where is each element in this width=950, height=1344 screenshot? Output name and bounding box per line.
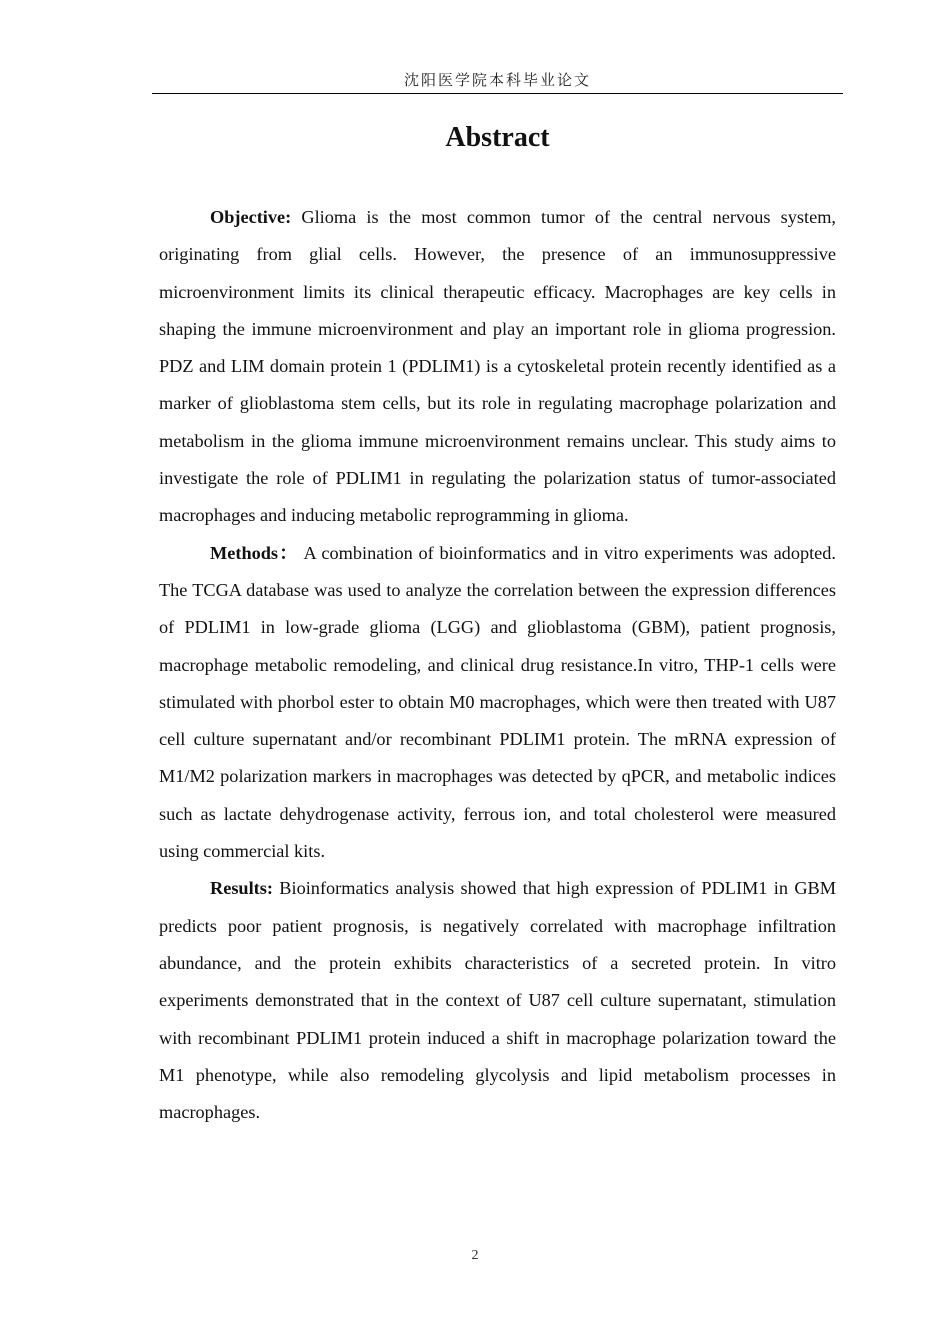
results-paragraph	[159, 870, 836, 1131]
objective-heading: Objective:	[210, 207, 292, 227]
abstract-body	[159, 199, 836, 1131]
methods-paragraph	[159, 535, 836, 871]
objective-text: Glioma is the most common tumor of the central nervous system, originating from glial cells. However, the presence of an immunosuppressive microenvironment limits its clinical therapeutic efficacy. Macrophages are key cells in shaping the immune microenvironment and play an important role in glioma progression. PDZ and LIM domain protein 1 (PDLIM1) is a cytoskeletal protein recently identified as a marker of glioblastoma stem cells, but its role in regulating macrophage polarization and metabolism in the glioma immune microenvironment remains unclear. This study aims to investigate the role of PDLIM1 in regulating the polarization status of tumor-associated macrophages and inducing metabolic reprogramming in glioma.	[159, 207, 836, 526]
methods-text: A combination of bioinformatics and in vitro experiments was adopted. The TCGA database was used to analyze the correlation between the expression differences of PDLIM1 in low-grade glioma (LGG) and glioblastoma (GBM), patient prognosis, macrophage metabolic remodeling, and clinical drug resistance.In vitro, THP-1 cells were stimulated with phorbol ester to obtain M0 macrophages, which were then treated with U87 cell culture supernatant and/or recombinant PDLIM1 protein. The mRNA expression of M1/M2 polarization markers in macrophages was detected by qPCR, and metabolic indices such as lactate dehydrogenase activity, ferrous ion, and total cholesterol were measured using commercial kits.	[159, 542, 837, 862]
page-number: 2	[471, 1248, 479, 1263]
methods-heading: Methods：	[210, 542, 299, 563]
objective-paragraph	[159, 199, 836, 535]
results-text: Bioinformatics analysis showed that high expression of PDLIM1 in GBM predicts poor patient prognosis, is negatively correlated with macrophage infiltration abundance, and the protein exhibits characteristics of a secreted protein. In vitro experiments demonstrated that in the context of U87 cell culture supernatant, stimulation with recombinant PDLIM1 protein induced a shift in macrophage polarization toward the M1 phenotype, while also remodeling glycolysis and lipid metabolism processes in macrophages.	[159, 878, 836, 1123]
page-title: Abstract	[445, 122, 550, 153]
header-rule	[152, 93, 843, 94]
running-header: 沈阳医学院本科毕业论文	[403, 71, 591, 89]
results-heading: Results:	[210, 878, 273, 899]
